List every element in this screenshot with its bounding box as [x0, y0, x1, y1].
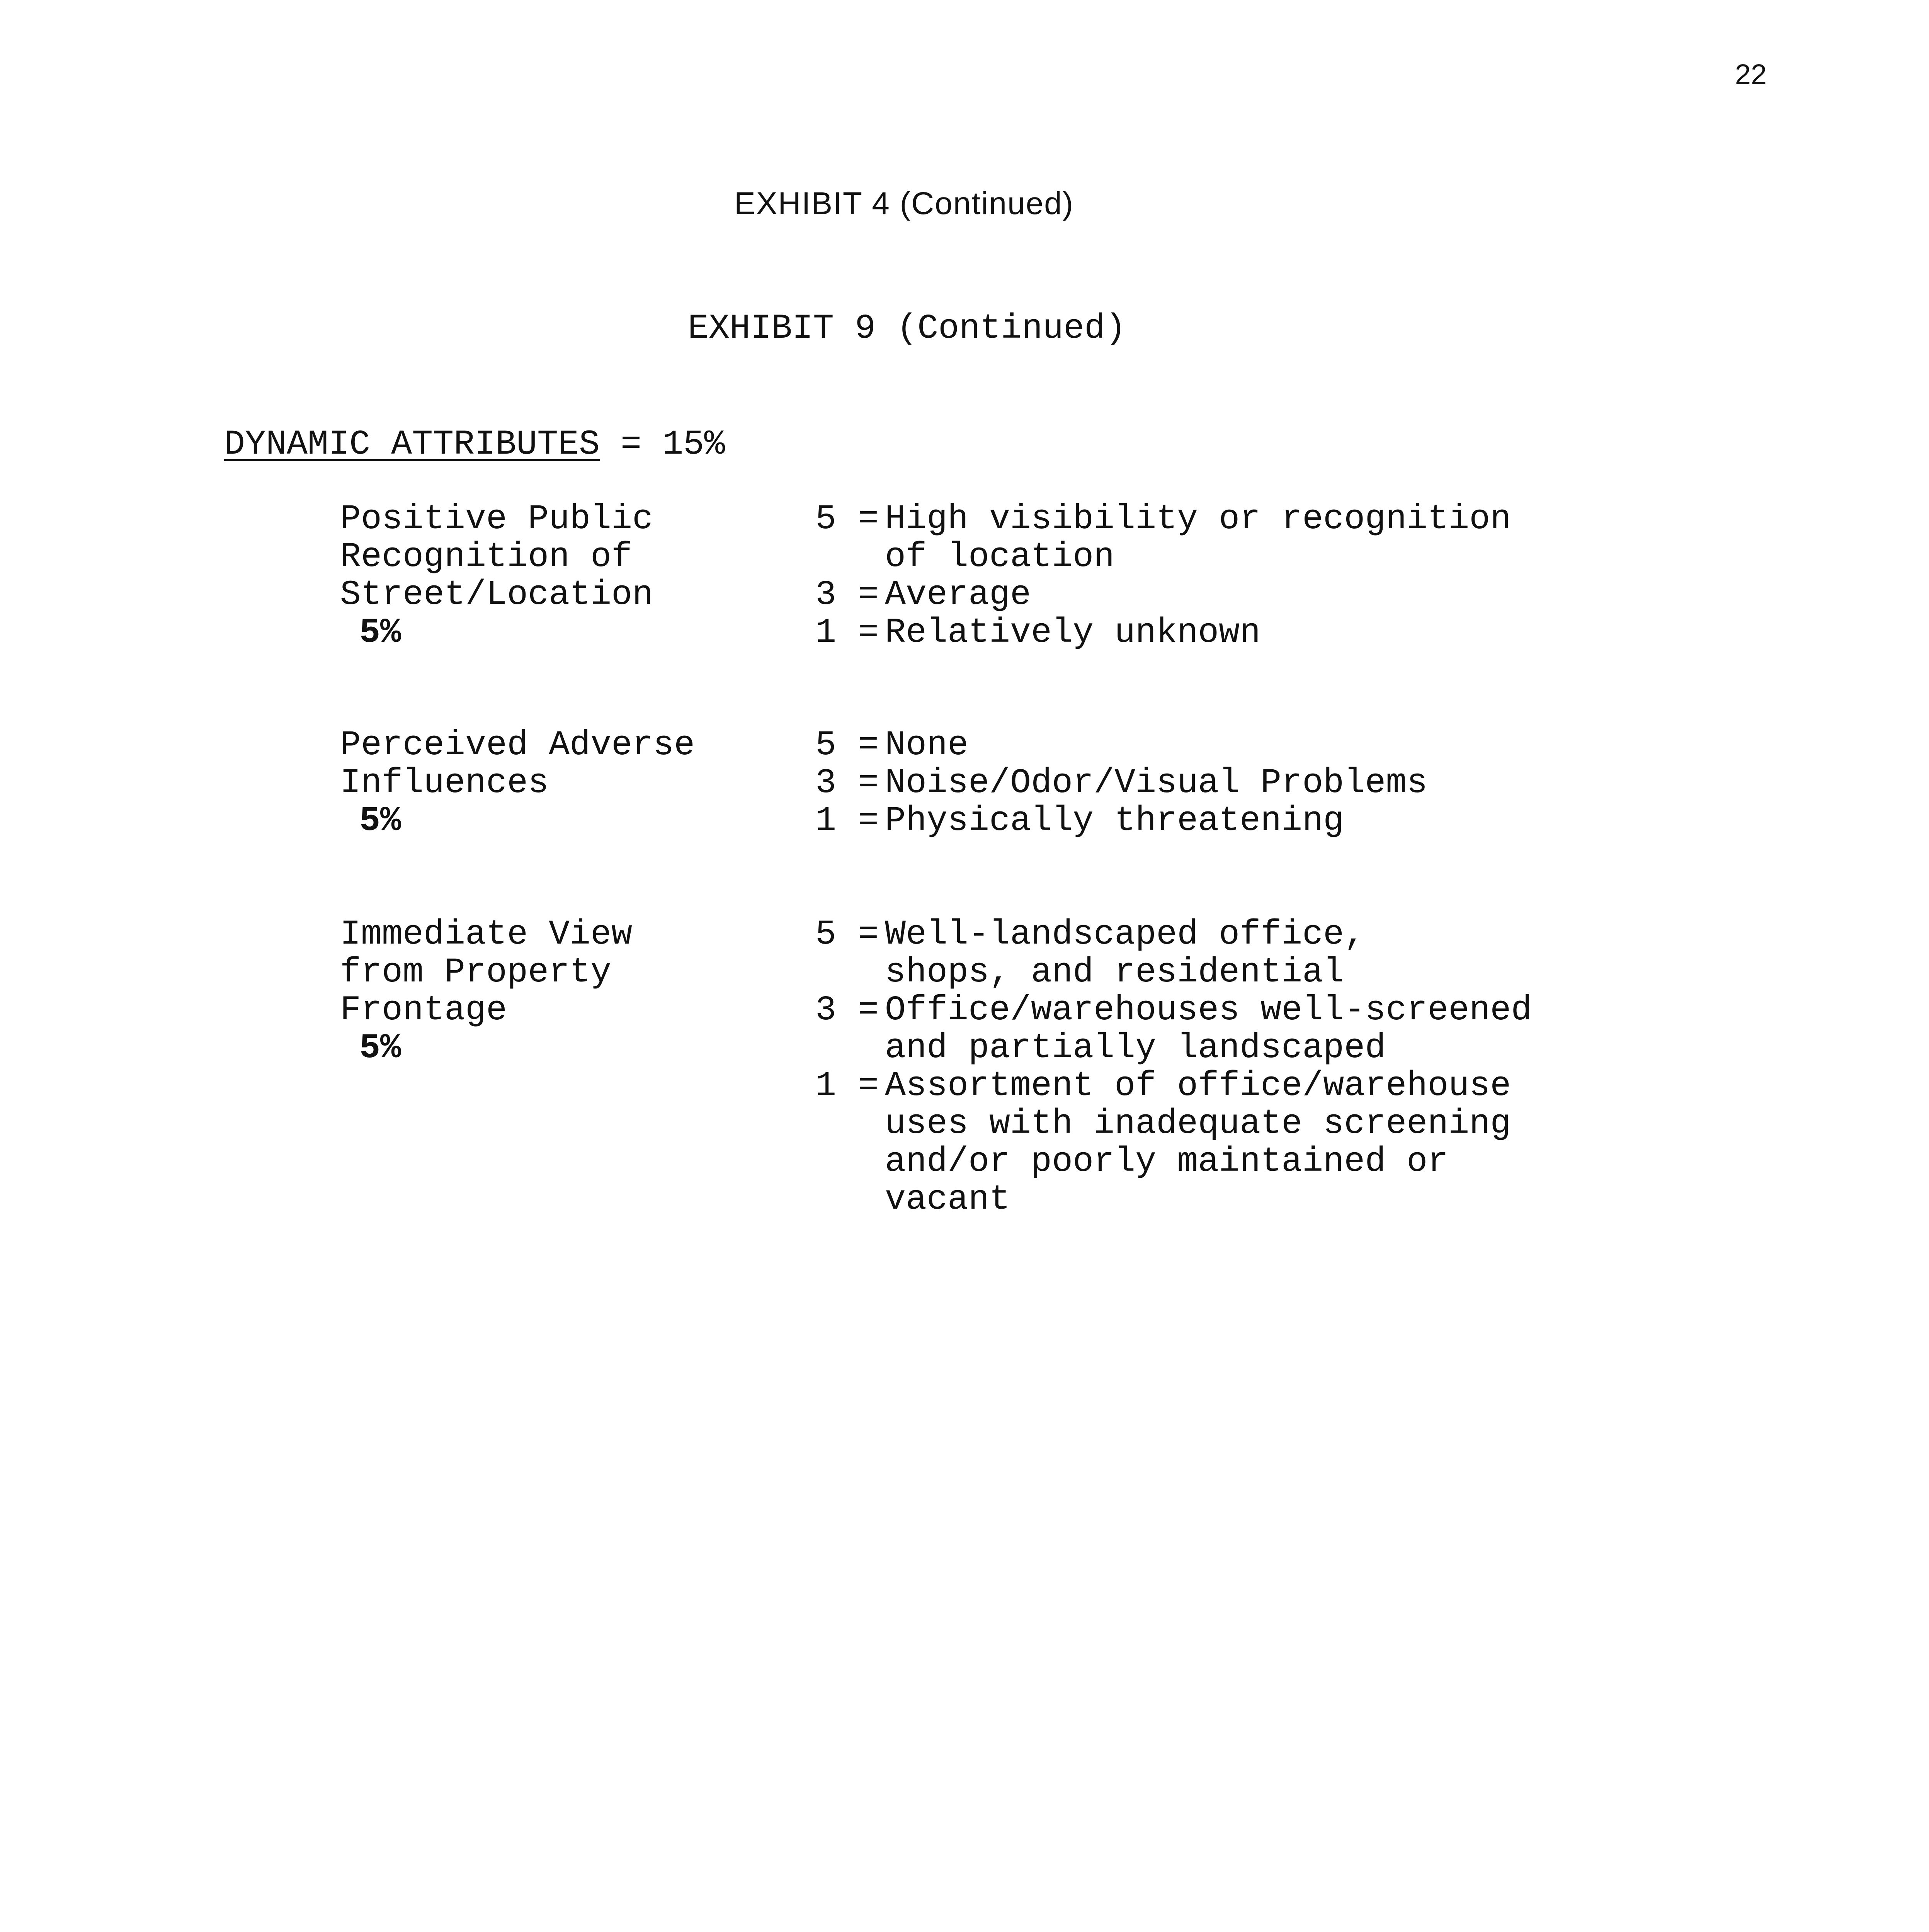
- section-heading: [224, 425, 725, 464]
- equals-sign: =: [858, 726, 879, 765]
- criterion-weight: 5%: [359, 801, 401, 841]
- score-description: High visibility or recognition of location: [885, 500, 1511, 577]
- section-title: DYNAMIC ATTRIBUTES: [224, 425, 600, 464]
- score-value: 1: [815, 613, 837, 653]
- score-value: 3: [815, 575, 837, 615]
- equals-sign: =: [858, 801, 879, 841]
- score-description: Average: [885, 575, 1031, 615]
- scale-row: [815, 764, 1704, 802]
- rating-scale: [815, 500, 1704, 652]
- equals-sign: =: [858, 613, 879, 653]
- scale-row: [815, 1067, 1704, 1219]
- rating-scale: [815, 726, 1704, 840]
- score-value: 5: [815, 500, 837, 539]
- score-value: 5: [815, 915, 837, 954]
- section-weight: = 15%: [600, 425, 725, 464]
- equals-sign: =: [858, 915, 879, 954]
- rating-scale: [815, 916, 1704, 1219]
- scale-row: [815, 726, 1704, 764]
- exhibit-9-heading: EXHIBIT 9 (Continued): [688, 309, 1126, 349]
- score-description: None: [885, 726, 969, 765]
- scale-row: [815, 992, 1704, 1067]
- score-value: 5: [815, 726, 837, 765]
- scale-row: [815, 576, 1704, 614]
- criterion-weight: 5%: [359, 1029, 401, 1068]
- scale-row: [815, 614, 1704, 652]
- score-description: Office/warehouses well-screened and partially landscaped: [885, 991, 1532, 1068]
- criterion-label: Immediate View from Property Frontage: [340, 915, 633, 1030]
- criterion-label-block: [340, 726, 695, 840]
- criterion-label: Positive Public Recognition of Street/Location: [340, 500, 653, 615]
- criterion-label-block: [340, 916, 632, 1067]
- criterion-label: Perceived Adverse Influences: [340, 726, 695, 803]
- score-description: Physically threatening: [885, 801, 1344, 841]
- score-description: Noise/Odor/Visual Problems: [885, 764, 1428, 803]
- scale-row: [815, 500, 1704, 576]
- score-description: Assortment of office/warehouse uses with inadequate screening and/or poorly maintained or vacant: [885, 1066, 1511, 1219]
- score-value: 1: [815, 1066, 837, 1106]
- page-number: 22: [1735, 58, 1767, 90]
- score-value: 3: [815, 991, 837, 1030]
- score-value: 3: [815, 764, 837, 803]
- equals-sign: =: [858, 991, 879, 1030]
- equals-sign: =: [858, 764, 879, 803]
- score-description: Relatively unknown: [885, 613, 1261, 653]
- scale-row: [815, 802, 1704, 840]
- criterion-label-block: [340, 500, 653, 652]
- equals-sign: =: [858, 575, 879, 615]
- exhibit-4-heading: EXHIBIT 4 (Continued): [734, 186, 1074, 221]
- criterion-weight: 5%: [359, 613, 401, 653]
- score-description: Well-landscaped office, shops, and residential: [885, 915, 1365, 992]
- score-value: 1: [815, 801, 837, 841]
- equals-sign: =: [858, 1066, 879, 1106]
- equals-sign: =: [858, 500, 879, 539]
- scale-row: [815, 916, 1704, 992]
